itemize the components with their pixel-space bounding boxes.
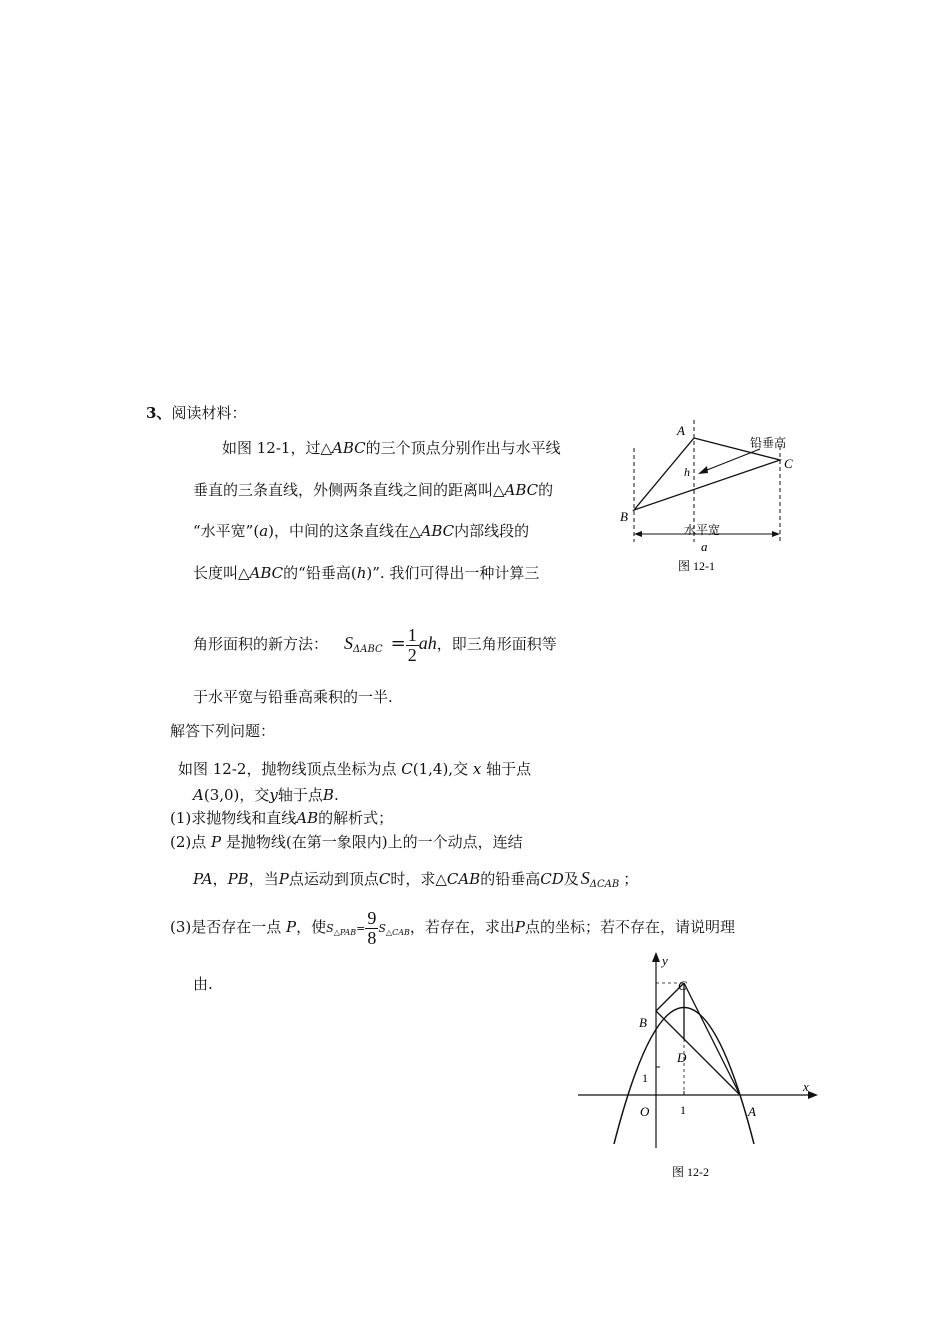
- arrow-left-head: [634, 531, 642, 537]
- text: 如图 12-1，过△: [222, 439, 333, 457]
- formula-fraction: [406, 626, 419, 665]
- text: (3)是否存在一点: [170, 918, 282, 936]
- part-1: [170, 807, 393, 828]
- part-2: [170, 831, 523, 852]
- text: 垂直的三条直线，外侧两条直线之间的距离叫△: [193, 481, 505, 499]
- text: ,交: [448, 760, 469, 778]
- formula-s: S: [580, 868, 590, 888]
- text-coords: (1,4): [412, 760, 449, 778]
- figure-12-1: [610, 418, 810, 578]
- text: 的铅垂高: [480, 870, 541, 888]
- problem-number: 3、: [146, 404, 172, 422]
- text-y: y: [269, 786, 278, 804]
- text: 的“铅垂高(: [283, 564, 357, 582]
- text-x: x: [472, 760, 482, 778]
- text: 点运动到顶点: [288, 870, 379, 888]
- arrow-head: [698, 466, 708, 474]
- label-h: h: [684, 465, 690, 479]
- text-a: a: [259, 522, 269, 540]
- label-x-axis: x: [803, 1079, 809, 1094]
- material-line-2: [193, 479, 553, 500]
- formula-subscript: ΔCAB: [589, 879, 620, 890]
- label-c-vertex: C: [784, 456, 793, 471]
- text-c: C: [401, 760, 413, 778]
- text: )”. 我们可得出一种计算三: [366, 564, 540, 582]
- text-p: P: [278, 870, 289, 888]
- text: 的三个顶点分别作出与水平线: [365, 439, 561, 457]
- text: 内部线段的: [454, 522, 530, 540]
- text: )，中间的这条直线在△: [268, 522, 421, 540]
- text-cab: CAB: [446, 870, 481, 888]
- material-line-3: [193, 520, 529, 541]
- material-line-6: [193, 686, 393, 707]
- text: 如图 12-2，抛物线顶点坐标为点: [178, 760, 397, 778]
- formula-s: S: [378, 922, 386, 935]
- segment-ca: [684, 983, 740, 1095]
- part-3-line-2: 由.: [193, 975, 213, 993]
- text-abc: ABC: [249, 564, 284, 582]
- label-b-point: B: [639, 1015, 647, 1030]
- text-ab: AB: [296, 809, 319, 827]
- label-a-vertex: A: [677, 423, 685, 438]
- label-horizontal-width: 水平宽: [684, 523, 721, 537]
- formula-equals: =: [390, 633, 406, 654]
- text-pb: PB: [227, 870, 249, 888]
- figure-1-caption: 图 12-1: [678, 559, 715, 573]
- label-y-tick-1: 1: [642, 1071, 648, 1085]
- text: 及: [563, 870, 579, 888]
- x-axis-arrow: [808, 1091, 818, 1099]
- text: 是抛物线(在第一象限内)上的一个动点，连结: [225, 833, 523, 851]
- question-line-2: [193, 784, 339, 805]
- formula-subscript: ΔABC: [353, 644, 383, 655]
- text-abc: ABC: [420, 522, 455, 540]
- fraction-numerator: 1: [407, 624, 417, 645]
- material-line-5: [193, 618, 557, 675]
- text: 角形面积的新方法：: [193, 635, 329, 653]
- text-pa: PA: [193, 870, 213, 888]
- text: 的: [538, 481, 554, 499]
- text: 轴于点: [486, 760, 532, 778]
- label-origin: O: [640, 1104, 650, 1119]
- label-vertical-height: 铅垂高: [750, 436, 787, 450]
- problem-heading: [146, 402, 246, 423]
- text-h: h: [356, 564, 367, 582]
- text-p: P: [514, 918, 525, 936]
- text: (2)点: [170, 833, 207, 851]
- label-a-point: A: [748, 1104, 756, 1119]
- text: ，: [212, 870, 228, 888]
- formula-subscript: △PAB: [333, 928, 357, 937]
- figure-2-caption: 图 12-2: [672, 1165, 709, 1179]
- label-y-axis: y: [662, 953, 668, 968]
- text: ，若存在，求出: [409, 918, 515, 936]
- problem-heading-text: 阅读材料：: [171, 404, 247, 422]
- text-abc: ABC: [504, 481, 539, 499]
- text: “水平宽”(: [193, 522, 260, 540]
- label-x-tick-1: 1: [680, 1103, 686, 1117]
- label-b-vertex: B: [620, 509, 628, 524]
- text: 点的坐标；若不存在，请说明理: [524, 918, 735, 936]
- text-coords: (3,0): [203, 786, 240, 804]
- text-c: C: [378, 870, 391, 888]
- text-cd: CD: [540, 870, 564, 888]
- label-d-point: D: [677, 1050, 687, 1065]
- formula-s: S: [326, 922, 334, 935]
- text-abc: ABC: [332, 439, 366, 457]
- formula-equals: =: [356, 922, 366, 935]
- text: 长度叫△: [193, 564, 250, 582]
- formula-ah: ah: [418, 633, 437, 653]
- question-line-1: [178, 758, 531, 779]
- text: ；: [623, 870, 639, 888]
- arrow-leader: [702, 449, 760, 472]
- text: 于水平宽与铅垂高乘积的一半.: [193, 688, 393, 706]
- figure-12-2: [570, 948, 830, 1188]
- material-line-4: [193, 562, 539, 583]
- formula-fraction: [365, 909, 378, 948]
- label-c-point: C: [678, 978, 687, 993]
- text: .: [333, 786, 339, 804]
- fraction-numerator: 9: [367, 907, 377, 928]
- material-line-1: [222, 437, 561, 458]
- text: ，即三角形面积等: [436, 635, 557, 653]
- text: 的解析式；: [318, 809, 394, 827]
- text: ，当: [248, 870, 279, 888]
- text-a: A: [193, 786, 204, 804]
- text-p: P: [211, 833, 222, 851]
- text: ，交: [239, 786, 270, 804]
- part-2-line-2: [193, 868, 638, 890]
- label-a-width: a: [701, 539, 708, 554]
- text: ，使: [296, 918, 327, 936]
- text-p: P: [286, 918, 297, 936]
- text: (1)求抛物线和直线: [170, 809, 297, 827]
- arrow-right-head: [772, 531, 780, 537]
- questions-intro: 解答下列问题：: [170, 722, 276, 740]
- text: 轴于点: [277, 786, 323, 804]
- formula-subscript: △CAB: [385, 928, 410, 937]
- y-axis-arrow: [652, 952, 660, 962]
- fraction-denominator: 2: [407, 644, 417, 665]
- formula-s: S: [344, 633, 354, 653]
- segment-ba: [656, 1011, 740, 1095]
- fraction-denominator: 8: [367, 927, 377, 948]
- text: 时，求△: [390, 870, 447, 888]
- text-b: B: [322, 786, 334, 804]
